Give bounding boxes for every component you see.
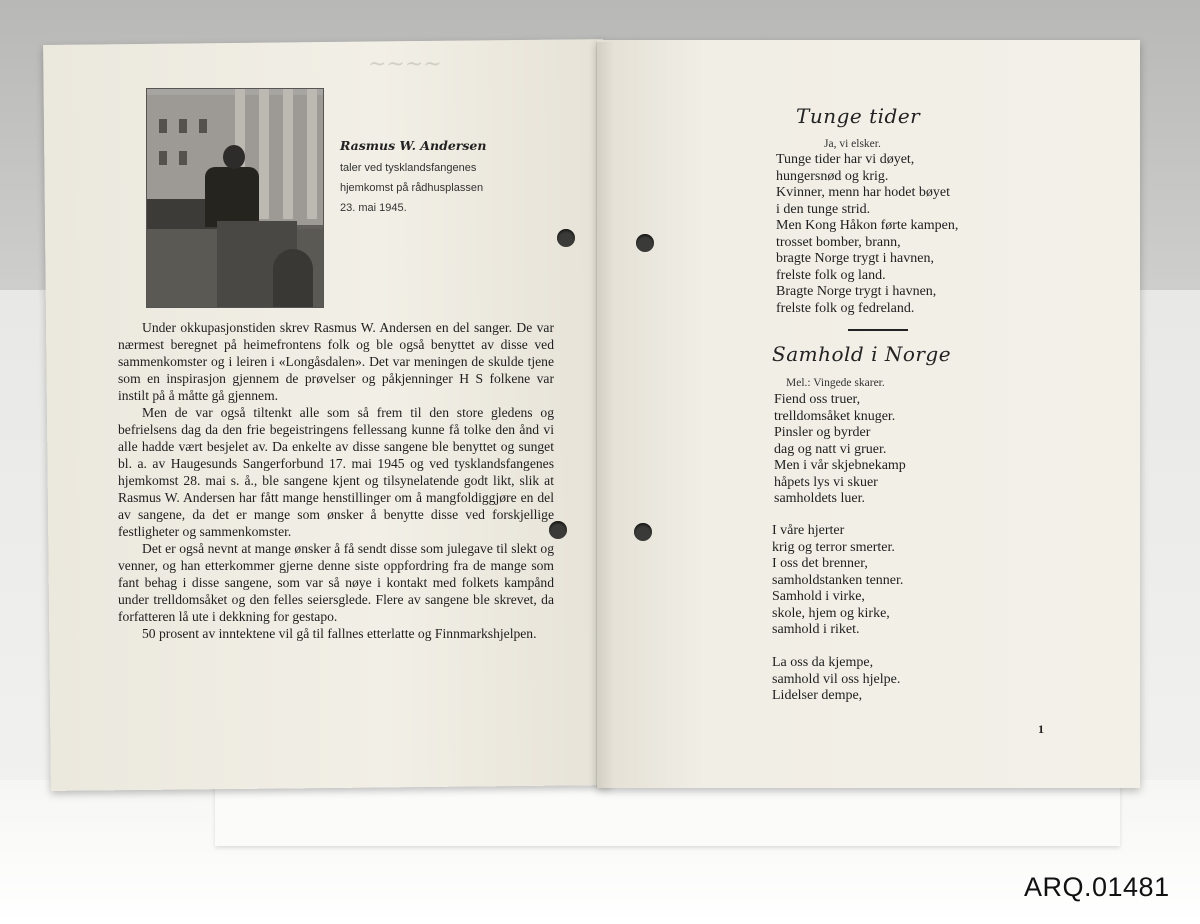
photo-column <box>307 89 317 219</box>
verse-line: skole, hjem og kirke, <box>772 605 890 621</box>
verse-line: hungersnød og krig. <box>776 168 889 184</box>
verse-line: trelldomsåket knuger. <box>774 408 896 424</box>
photo-foreground-head <box>273 249 313 307</box>
verse-line: Fiend oss truer, <box>774 392 861 407</box>
verse-line: dag og natt vi gruer. <box>774 441 887 457</box>
faded-scribble: ~~~~ <box>368 52 442 77</box>
song-verse <box>772 523 903 639</box>
verse-line: I oss det brenner, <box>772 556 868 571</box>
photo-window <box>159 119 167 133</box>
intro-text <box>118 319 554 642</box>
spine-shadow <box>596 42 614 788</box>
verse-line: Kvinner, menn har hodet bøyet <box>776 185 951 200</box>
photo-column <box>259 89 269 219</box>
verse-line: samholdets luer. <box>774 491 865 506</box>
song-verse <box>776 152 958 317</box>
song-title-samhold-i-norge: Samhold i Norge <box>772 342 952 366</box>
punch-hole <box>634 523 652 541</box>
verse-line: i den tunge strid. <box>776 201 871 217</box>
photo-caption <box>340 136 550 218</box>
verse-line: Pinsler og byrder <box>774 425 871 440</box>
intro-paragraph: Men de var også tiltenkt alle som så frem til den store gledens og befrielsens dag da den frie begeistringens fellessang kunne få tolke den ånd vi alle hadde vært besjelet av. Da enkelte av disse sangene ble benyttet og sunget bl. a. av Haugesunds Sangerforbund 17. mai 1945 og ved tysklandsfangenes hjemkomst 28. mai s. å., ble sangene kjent og tilsynelatende godt likt, slik at Rasmus W. Andersen har fått mange henstillinger om å mangfoldiggjøre en del av sangene, da det er mange som ønsker å benytte disse ved forskjellige festligheter og sammenkomster. <box>118 405 554 539</box>
caption-line: hjemkomst på rådhusplassen <box>340 182 484 194</box>
caption-name: Rasmus W. Andersen <box>340 138 487 153</box>
photo-column <box>283 89 293 219</box>
section-divider <box>848 329 908 331</box>
verse-line: frelste folk og fedreland. <box>776 300 915 316</box>
verse-line: Samhold i virke, <box>772 589 865 604</box>
verse-line: samhold vil oss hjelpe. <box>772 671 901 687</box>
punch-hole <box>636 234 654 252</box>
verse-line: frelste folk og land. <box>776 267 886 283</box>
verse-line: Lidelser dempe, <box>772 688 863 703</box>
verse-line: krig og terror smerter. <box>772 539 895 555</box>
speaker-photo <box>146 88 324 308</box>
photo-speaker-body <box>205 167 259 227</box>
verse-line: Men i vår skjebnekamp <box>774 458 906 473</box>
verse-line: samhold i riket. <box>772 622 860 637</box>
intro-paragraph: 50 prosent av inntektene vil gå til fallnes etterlatte og Finnmarkshjelpen. <box>142 626 537 641</box>
photo-window <box>159 151 167 165</box>
song-melody: Ja, vi elsker. <box>824 138 881 150</box>
intro-paragraph: Det er også nevnt at mange ønsker å få sendt disse som julegave til slekt og venner, og han etterkommer gjerne denne siste oppfordring fra de mange som fant behag i disse sangene, som var så nøye i kontakt med folkets kampånd under trelldomsåket og den felles seiersglede. Flere av sangene ble skrevet, da forfatteren lå ute i dekkning for gestapo. <box>118 541 554 624</box>
punch-hole <box>557 229 575 247</box>
verse-line: Tunge tider har vi døyet, <box>776 152 915 167</box>
photo-window <box>179 151 187 165</box>
verse-line: Men Kong Håkon førte kampen, <box>776 218 959 233</box>
verse-line: håpets lys vi skuer <box>774 474 878 490</box>
song-title-tunge-tider: Tunge tider <box>796 104 921 128</box>
photo-window <box>199 119 207 133</box>
verse-line: samholdstanken tenner. <box>772 572 904 588</box>
song-verse <box>774 392 906 508</box>
photo-window <box>179 119 187 133</box>
song-melody: Mel.: Vingede skarer. <box>786 377 885 389</box>
caption-line: taler ved tysklandsfangenes <box>340 162 477 174</box>
paper-stack <box>215 782 1120 846</box>
verse-line: trosset bomber, brann, <box>776 234 901 250</box>
verse-line: La oss da kjempe, <box>772 655 874 670</box>
caption-line: 23. mai 1945. <box>340 202 407 214</box>
intro-paragraph: Under okkupasjonstiden skrev Rasmus W. Andersen en del sanger. De var nærmest beregnet på heimefrontens folk og ble også benyttet av disse ved sammenkomster og i leiren i «Longåsdalen». Det var meningen de skulde tjene som en inspirasjon gjennem de prøvelser og påkjenninger H S folkene var instilt på å måtte gå gjennem. <box>118 320 554 403</box>
verse-line: Bragte Norge trygt i havnen, <box>776 284 937 299</box>
photo-speaker-head <box>223 145 245 169</box>
page-number: 1 <box>1038 722 1044 736</box>
song-verse <box>772 655 900 705</box>
verse-line: bragte Norge trygt i havnen, <box>776 251 934 266</box>
verse-line: I våre hjerter <box>772 523 845 538</box>
archive-id-label: ARQ.01481 <box>1024 872 1170 902</box>
